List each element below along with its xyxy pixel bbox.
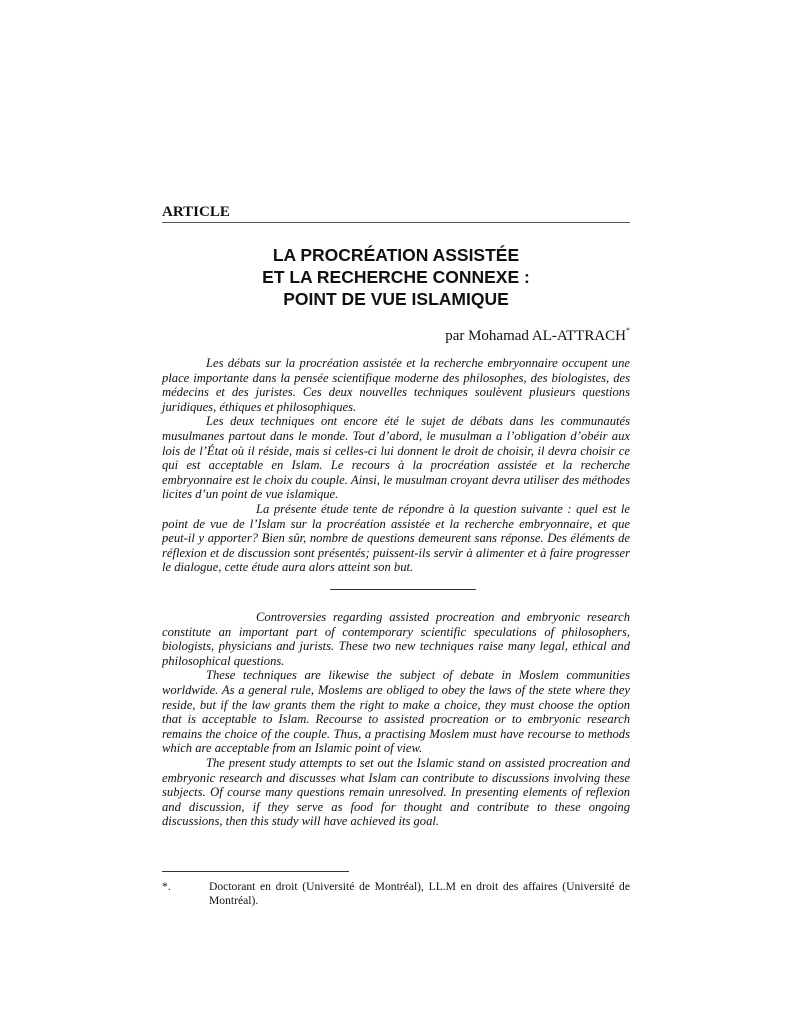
abstract-en-paragraph-2: These techniques are likewise the subject of debate in Moslem communities worldwide. As a general rule, Moslems are obliged to obey the laws of the stete where they reside, but if the law grants them the right to make a choice, they must choose the option that is acceptable to Islam. Recourse to assisted procreation or to embryonic research remains the choice of the couple. Thus, a practising Moslem must have recourse to methods which are acceptable from an Islamic point of view. — [162, 668, 630, 756]
author-footnote-mark: * — [626, 326, 630, 335]
abstract-fr-paragraph-2: Les deux techniques ont encore été le sujet de débats dans les communautés musulmanes partout dans le monde. Tout d’abord, le musulman a l’obligation d’obéir aux lois de l’État où il réside, mais si celles-ci lui donnent le droit de choisir, il devra choisir ce qui est acceptable en Islam. Le recours à la procréation assistée et la recherche embryonnaire est le choix du couple. Ainsi, le musulman croyant devra utiliser des méthodes licites d’un point de vue islamique. — [162, 414, 630, 502]
footnote-text: Doctorant en droit (Université de Montréal), LL.M en droit des affaires (Université de Montréal). — [209, 880, 630, 907]
article-title — [162, 244, 630, 310]
abstract-en-paragraph-3: The present study attempts to set out the Islamic stand on assisted procreation and embryonic research and discusses what Islam can contribute to discussions involving these subjects. Of course many questions remain unresolved. In presenting elements of reflexion and discussion, if they serve as food for thought and contribute to these ongoing discussions, then this study will have achieved its goal. — [162, 755, 630, 829]
abstract-fr-paragraph-1: Les débats sur la procréation assistée et la recherche embryonnaire occupent une place importante dans la pensée scientifique moderne des philosophes, des biologistes, des médecins et des juristes. Ces deux nouvelles techniques soulèvent plusieurs questions juridiques, éthiques et philosophiques. — [162, 356, 630, 414]
footnote-mark: *. — [162, 880, 171, 893]
abstract-fr-paragraph-3: La présente étude tente de répondre à la question suivante : quel est le point de vue de l’Islam sur la procréation assistée et la recherche embryonnaire, et que peut-il y apporter? Bien sûr, nombre de questions demeurent sans réponse. Des éléments de réflexion et de discussion sont présentés; puissent-ils servir à alimenter et à faire progresser le dialogue, cette étude aura alors atteint son but. — [162, 501, 630, 575]
abstract-english — [162, 610, 630, 829]
title-line-2: ET LA RECHERCHE CONNEXE : — [262, 267, 530, 287]
abstract-separator — [330, 589, 476, 590]
footnote — [162, 880, 630, 908]
abstract-french — [162, 356, 630, 575]
author-name: par Mohamad AL-ATTRACH — [445, 328, 626, 344]
author-byline — [162, 322, 630, 345]
section-label: ARTICLE — [162, 204, 630, 223]
title-line-3: POINT DE VUE ISLAMIQUE — [283, 289, 509, 309]
abstract-en-paragraph-1: Controversies regarding assisted procreation and embryonic research constitute an important part of contemporary scientific speculations of philosophers, biologists, physicians and jurists. These two new techniques raise many legal, ethical and philosophical questions. — [162, 610, 630, 668]
title-line-1: LA PROCRÉATION ASSISTÉE — [272, 245, 520, 265]
footnote-rule — [162, 871, 349, 872]
